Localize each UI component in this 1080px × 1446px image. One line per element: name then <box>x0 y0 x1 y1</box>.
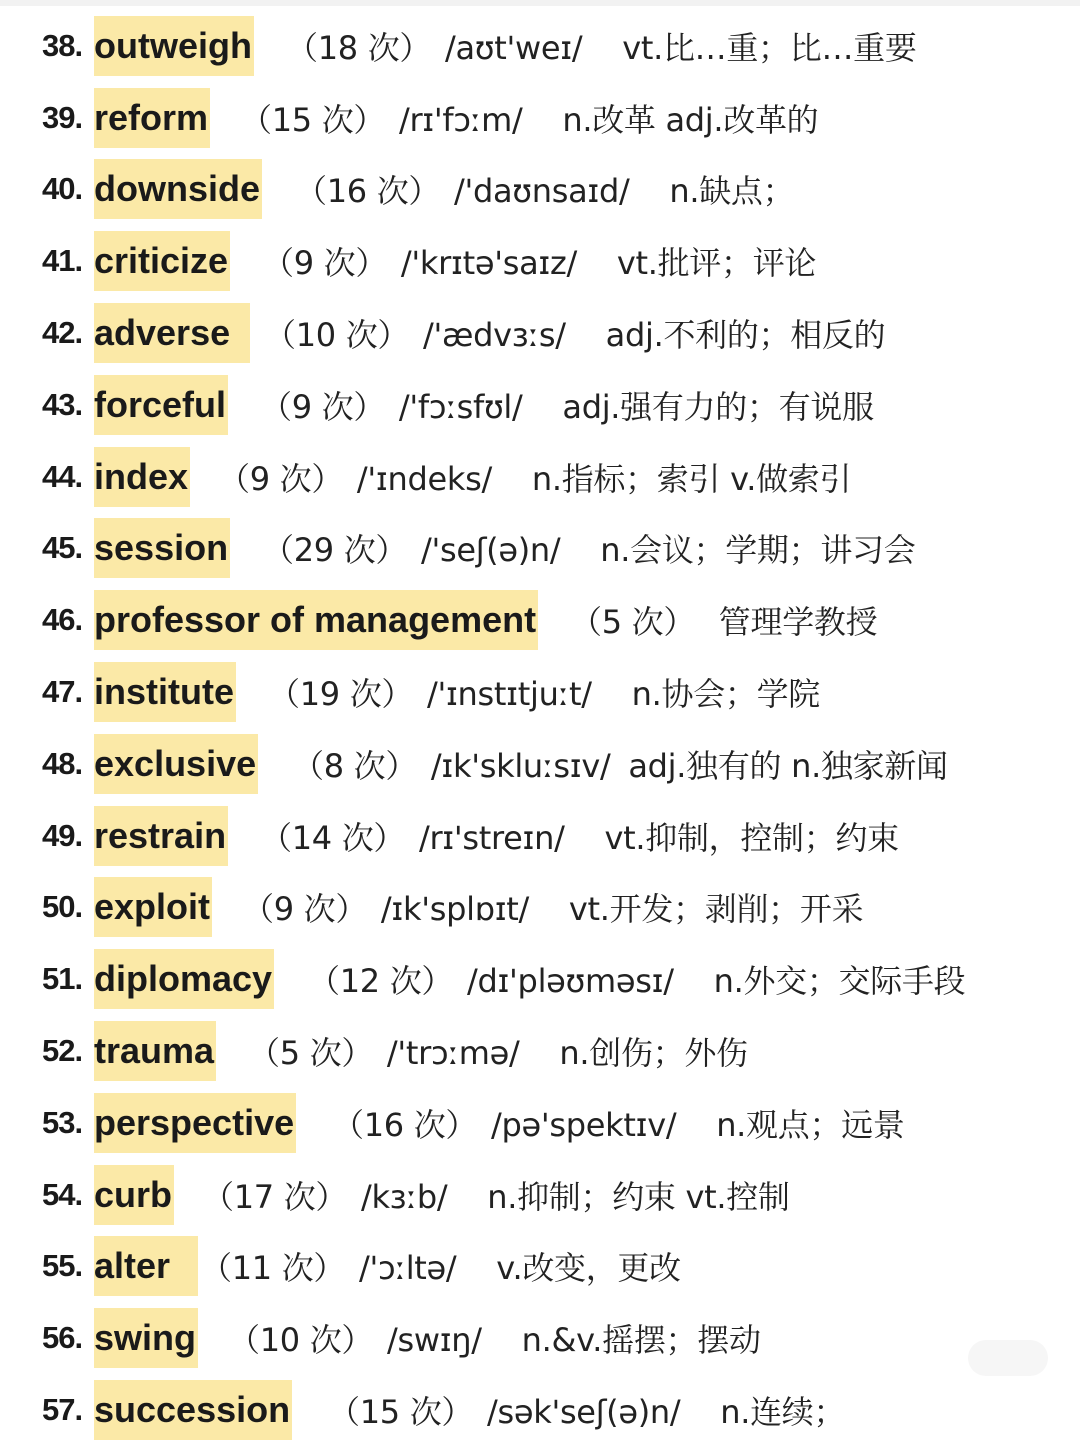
phonetic: /sək'seʃ(ə)n/ <box>486 1393 681 1432</box>
definition: n.指标；索引 v.做索引 <box>531 459 852 498</box>
occurrence-count: （10 次） <box>264 316 410 355</box>
entry-number: 54. <box>42 1176 83 1212</box>
entry-details <box>264 310 885 356</box>
definition: n.连续； <box>720 1393 846 1432</box>
definition: n.&v.摇摆；摆动 <box>521 1321 761 1360</box>
occurrence-count: （9 次） <box>260 387 386 426</box>
definition: v.改变，更改 <box>496 1249 681 1288</box>
entry-number: 42. <box>42 315 83 351</box>
highlighted-word: outweigh <box>94 16 254 76</box>
entry-number: 46. <box>42 602 83 638</box>
vocab-entry-51 <box>0 943 1080 1015</box>
entry-details <box>262 238 816 284</box>
definition: n.抑制；约束 vt.控制 <box>487 1177 790 1216</box>
phonetic: /'trɔːmə/ <box>386 1034 520 1073</box>
vocab-entry-45 <box>0 513 1080 585</box>
vocab-entry-48 <box>0 728 1080 800</box>
phonetic: /dɪ'pləʊməsɪ/ <box>466 962 674 1001</box>
entry-number: 45. <box>42 530 83 566</box>
highlighted-word: index <box>94 447 190 507</box>
occurrence-count: （9 次） <box>242 890 368 929</box>
entry-number: 38. <box>42 27 83 63</box>
entry-number: 40. <box>42 171 83 207</box>
entry-details <box>200 1243 681 1289</box>
phonetic: /ɪk'skluːsɪv/ <box>430 746 611 785</box>
vocab-entry-42 <box>0 297 1080 369</box>
phonetic: /'fɔːsfʊl/ <box>398 387 523 426</box>
occurrence-count: （11 次） <box>200 1249 346 1288</box>
entry-details <box>308 956 965 1002</box>
vocab-entry-54 <box>0 1159 1080 1231</box>
entry-details <box>260 382 874 428</box>
phonetic: /kɜːb/ <box>360 1177 448 1216</box>
phonetic: /'ædvɜːs/ <box>422 316 566 355</box>
definition: vt.开发；剥削；开采 <box>568 890 864 929</box>
highlighted-word: adverse <box>94 303 250 363</box>
vocab-entry-50 <box>0 872 1080 944</box>
definition: adj.不利的；相反的 <box>605 316 886 355</box>
highlighted-word: succession <box>94 1380 292 1440</box>
entry-number: 50. <box>42 889 83 925</box>
phonetic: /'ɪndeks/ <box>356 459 492 498</box>
highlighted-word: institute <box>94 662 236 722</box>
highlighted-word: restrain <box>94 806 228 866</box>
phonetic: /'daʊnsaɪd/ <box>453 172 630 211</box>
vocab-entry-39 <box>0 82 1080 154</box>
entry-number: 43. <box>42 386 83 422</box>
highlighted-word: diplomacy <box>94 949 274 1009</box>
vocab-entry-53 <box>0 1087 1080 1159</box>
occurrence-count: （12 次） <box>308 962 454 1001</box>
occurrence-count: （16 次） <box>295 172 441 211</box>
entry-details <box>262 525 915 571</box>
definition: vt.抑制，控制；约束 <box>604 818 899 857</box>
vocab-entry-55 <box>0 1231 1080 1303</box>
occurrence-count: （19 次） <box>268 675 414 714</box>
definition: n.缺点； <box>669 172 795 211</box>
occurrence-count: （14 次） <box>260 818 406 857</box>
phonetic: /ɪk'splɒɪt/ <box>380 890 530 929</box>
vocab-entry-38 <box>0 10 1080 82</box>
vocabulary-list <box>0 10 1080 1446</box>
highlighted-word: forceful <box>94 375 228 435</box>
entry-details <box>260 813 899 859</box>
entry-number: 57. <box>42 1392 83 1428</box>
occurrence-count: （9 次） <box>218 459 344 498</box>
vocab-entry-44 <box>0 441 1080 513</box>
entry-details <box>328 1387 845 1433</box>
entry-number: 49. <box>42 817 83 853</box>
highlighted-word: reform <box>94 88 210 148</box>
occurrence-count: （16 次） <box>332 1105 478 1144</box>
highlighted-word: exclusive <box>94 734 258 794</box>
definition: n.改革 adj.改革的 <box>562 100 819 139</box>
entry-details <box>292 741 948 787</box>
entry-number: 56. <box>42 1320 83 1356</box>
vocab-entry-52 <box>0 1015 1080 1087</box>
vocab-entry-56 <box>0 1302 1080 1374</box>
entry-details <box>570 597 877 643</box>
definition: n.外交；交际手段 <box>713 962 966 1001</box>
phonetic: /aʊt'weɪ/ <box>444 28 583 67</box>
entry-details <box>248 1028 748 1074</box>
highlighted-word: professor of management <box>94 590 538 650</box>
entry-number: 55. <box>42 1248 83 1284</box>
entry-details <box>240 95 818 141</box>
top-edge-bar <box>0 0 1080 6</box>
highlighted-word: downside <box>94 159 262 219</box>
phonetic: /'krɪtə'saɪz/ <box>400 244 577 283</box>
entry-number: 47. <box>42 674 83 710</box>
definition: n.观点；远景 <box>716 1105 905 1144</box>
highlighted-word: perspective <box>94 1093 296 1153</box>
highlighted-word: session <box>94 518 230 578</box>
highlighted-word: criticize <box>94 231 230 291</box>
occurrence-count: （15 次） <box>240 100 386 139</box>
entry-details <box>295 166 794 212</box>
occurrence-count: （15 次） <box>328 1393 474 1432</box>
occurrence-count: （8 次） <box>292 746 418 785</box>
vocab-entry-57 <box>0 1374 1080 1446</box>
highlighted-word: curb <box>94 1165 174 1225</box>
phonetic: /'ɔːltə/ <box>358 1249 457 1288</box>
entry-details <box>228 1315 761 1361</box>
occurrence-count: （29 次） <box>262 531 408 570</box>
occurrence-count: （9 次） <box>262 244 388 283</box>
entry-number: 41. <box>42 243 83 279</box>
occurrence-count: （18 次） <box>286 28 432 67</box>
highlighted-word: exploit <box>94 877 212 937</box>
entry-details <box>242 884 863 930</box>
entry-number: 53. <box>42 1104 83 1140</box>
phonetic: /pə'spektɪv/ <box>490 1105 677 1144</box>
entry-details <box>202 1172 790 1218</box>
definition: vt.比…重；比…重要 <box>622 28 917 67</box>
occurrence-count: （17 次） <box>202 1177 348 1216</box>
entry-details <box>218 454 851 500</box>
phonetic: /swɪŋ/ <box>386 1321 482 1360</box>
occurrence-count: （5 次） <box>248 1034 374 1073</box>
entry-number: 52. <box>42 1033 83 1069</box>
definition: n.创伤；外伤 <box>559 1034 748 1073</box>
faint-watermark-badge <box>968 1340 1048 1376</box>
entry-number: 51. <box>42 961 83 997</box>
entry-details <box>332 1100 905 1146</box>
vocab-entry-41 <box>0 225 1080 297</box>
definition: vt.批评；评论 <box>616 244 817 283</box>
phonetic: /rɪ'streɪn/ <box>418 818 565 857</box>
highlighted-word: alter <box>94 1236 198 1296</box>
vocab-entry-40 <box>0 154 1080 226</box>
vocab-entry-49 <box>0 800 1080 872</box>
phonetic: /rɪ'fɔːm/ <box>398 100 523 139</box>
highlighted-word: trauma <box>94 1021 216 1081</box>
entry-number: 39. <box>42 99 83 135</box>
occurrence-count: （10 次） <box>228 1321 374 1360</box>
highlighted-word: swing <box>94 1308 198 1368</box>
definition: adj.独有的 n.独家新闻 <box>628 746 948 785</box>
vocab-entry-46 <box>0 584 1080 656</box>
definition: n.协会；学院 <box>631 675 820 714</box>
definition: adj.强有力的；有说服 <box>562 387 874 426</box>
vocab-entry-43 <box>0 369 1080 441</box>
occurrence-count: （5 次） <box>570 603 696 642</box>
entry-number: 48. <box>42 745 83 781</box>
entry-number: 44. <box>42 458 83 494</box>
phonetic: /'seʃ(ə)n/ <box>420 531 561 570</box>
definition: 管理学教授 <box>718 603 878 642</box>
entry-details <box>268 669 820 715</box>
phonetic: /'ɪnstɪtjuːt/ <box>426 675 592 714</box>
definition: n.会议；学期；讲习会 <box>600 531 916 570</box>
entry-details <box>286 23 917 69</box>
vocab-entry-47 <box>0 656 1080 728</box>
